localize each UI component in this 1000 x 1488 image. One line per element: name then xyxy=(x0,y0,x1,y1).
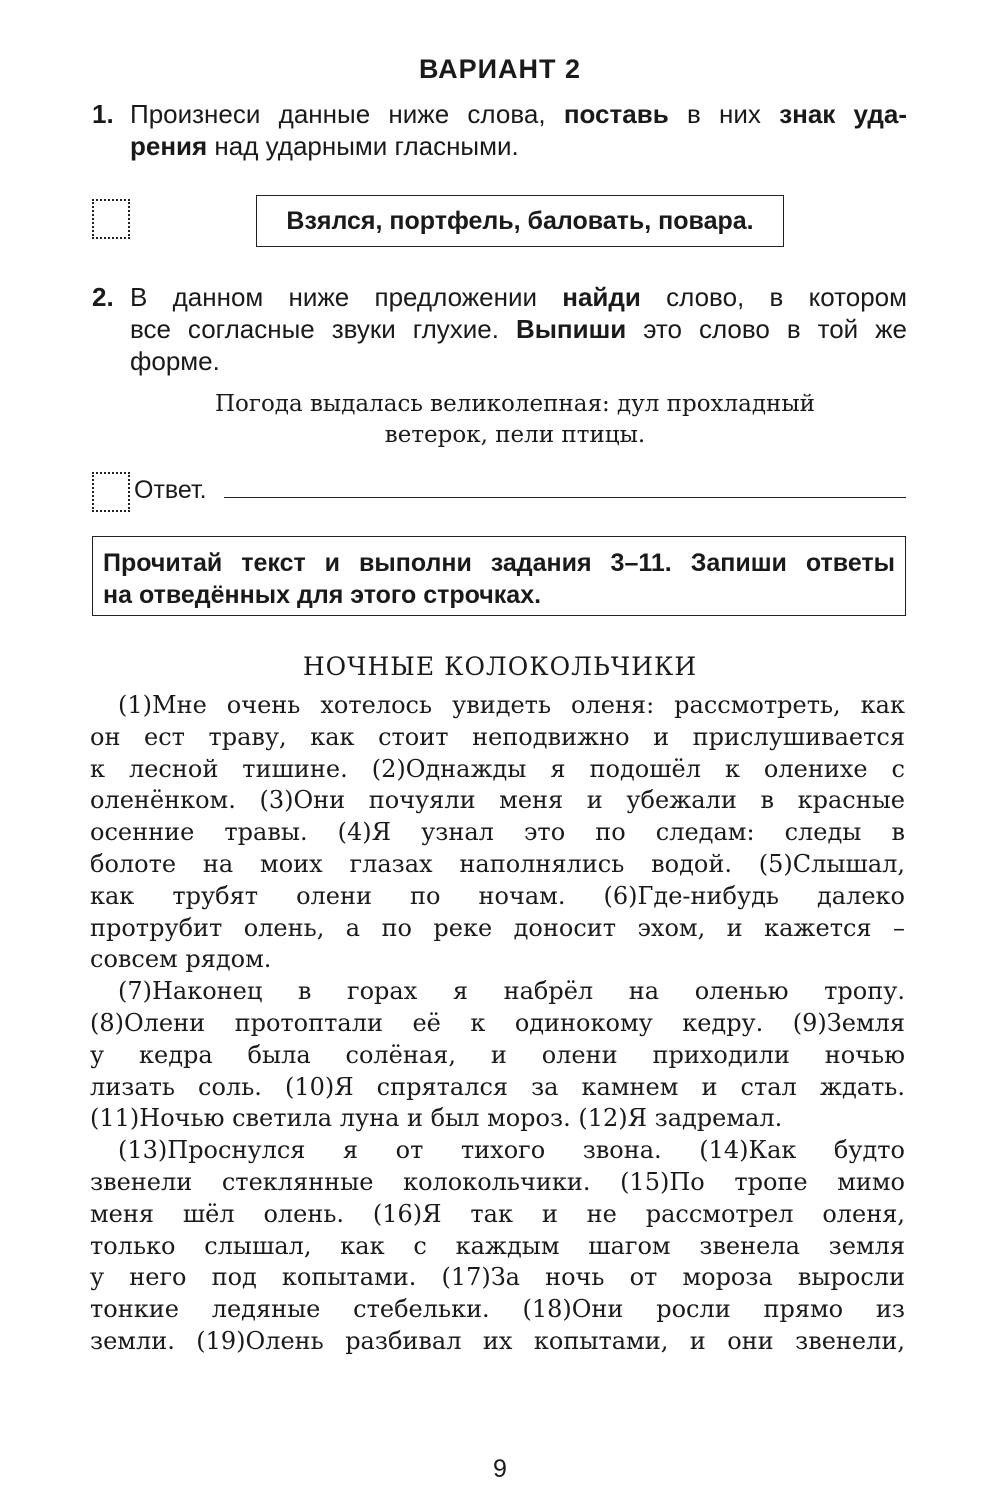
sentence-line: Погода выдалась великолепная: дул прохладный xyxy=(215,391,815,417)
bold-run: найди xyxy=(562,282,641,312)
story-line: (7)Наконец в горах я набрёл на оленью тропу. xyxy=(118,977,905,1006)
story-line: (8)Олени протоптали её к одинокому кедру. (9)Земля xyxy=(90,1008,905,1037)
text-run: все согласные звуки глухие. xyxy=(130,314,516,344)
task-1-text xyxy=(130,98,907,162)
answer-label: Ответ. xyxy=(134,476,207,504)
instruction-line: Прочитай текст и выполни задания 3–11. Запиши ответы xyxy=(103,549,895,577)
task-2-number: 2. xyxy=(92,282,114,312)
variant-heading: ВАРИАНТ 2 xyxy=(418,54,582,84)
story-line: звенели стеклянные колокольчики. (15)По тропе мимо xyxy=(90,1167,905,1196)
task-1-number: 1. xyxy=(92,99,114,129)
task-2-line-3: форме. xyxy=(130,346,220,376)
task-2 xyxy=(92,281,907,377)
story-line: у кедра была солёная, и олени приходили ночью xyxy=(90,1040,905,1069)
story-line: (11)Ночью светила луна и был мороз. (12)Я задремал. xyxy=(90,1104,783,1133)
text-run: Произнеси данные ниже слова, xyxy=(130,99,564,129)
task-1 xyxy=(92,98,907,162)
task-1-line-1 xyxy=(130,98,907,130)
story-line: как трубят олени по ночам. (6)Где-нибудь далеко xyxy=(90,881,905,910)
story-line: у него под копытами. (17)За ночь от мороза выросли xyxy=(90,1263,905,1292)
bold-run: Выпиши xyxy=(515,314,627,344)
bold-run: рения xyxy=(130,131,208,161)
story-line: меня шёл олень. (16)Я так и не рассмотрел оленя, xyxy=(90,1199,905,1228)
story-text xyxy=(90,690,905,1358)
text-run: над ударными гласными. xyxy=(207,131,519,161)
text-run: слово, в котором xyxy=(640,282,908,312)
task-1-line-2 xyxy=(130,130,907,162)
task-1-answer-checkbox[interactable] xyxy=(92,199,130,239)
task-2-text xyxy=(130,281,907,377)
answer-line[interactable] xyxy=(224,497,906,498)
task-2-line-1 xyxy=(130,281,907,313)
task-2-answer-checkbox[interactable] xyxy=(92,472,130,512)
story-line: болоте на моих глазах наполнялись водой. (5)Слышал, xyxy=(90,849,905,878)
task-1-words-box: Взялся, портфель, баловать, повара. xyxy=(256,195,784,247)
story-line: осенние травы. (4)Я узнал это по следам: следы в xyxy=(90,818,905,847)
story-line: протрубит олень, а по реке доносит эхом, и кажется – xyxy=(90,913,905,942)
story-line: (1)Мне очень хотелось увидеть оленя: рассмотреть, как xyxy=(118,691,905,719)
instruction-box xyxy=(92,536,906,616)
text-run: это слово в той же xyxy=(626,314,907,344)
story-line: оленёнком. (3)Они почуяли меня и убежали в красные xyxy=(90,786,905,815)
task-2-line-2 xyxy=(130,313,907,345)
story-line: лизать соль. (10)Я спрятался за камнем и стал ждать. xyxy=(90,1072,905,1101)
story-line: земли. (19)Олень разбивал их копытами, и они звенели, xyxy=(90,1326,905,1355)
text-run: в них xyxy=(668,99,780,129)
bold-run: поставь xyxy=(563,99,669,129)
task-2-sentence xyxy=(150,389,880,451)
story-line: тонкие ледяные стебельки. (18)Они росли прямо из xyxy=(90,1295,905,1324)
text-run: В данном ниже предложении xyxy=(130,282,563,312)
story-line: (13)Проснулся я от тихого звона. (14)Как будто xyxy=(118,1136,905,1165)
sentence-line: ветерок, пели птицы. xyxy=(384,422,646,448)
instruction-line: на отведённых для этого строчках. xyxy=(103,581,542,609)
page-number: 9 xyxy=(493,1455,507,1483)
bold-run: знак уда- xyxy=(779,99,907,129)
story-line: к лесной тишине. (2)Однажды я подошёл к оленихе с xyxy=(90,754,905,783)
story-line: только слышал, как с каждым шагом звенела земля xyxy=(90,1231,905,1260)
story-line: он ест траву, как стоит неподвижно и прислушивается xyxy=(90,722,905,751)
story-line: совсем рядом. xyxy=(90,945,272,974)
story-title: НОЧНЫЕ КОЛОКОЛЬЧИКИ xyxy=(302,652,698,681)
